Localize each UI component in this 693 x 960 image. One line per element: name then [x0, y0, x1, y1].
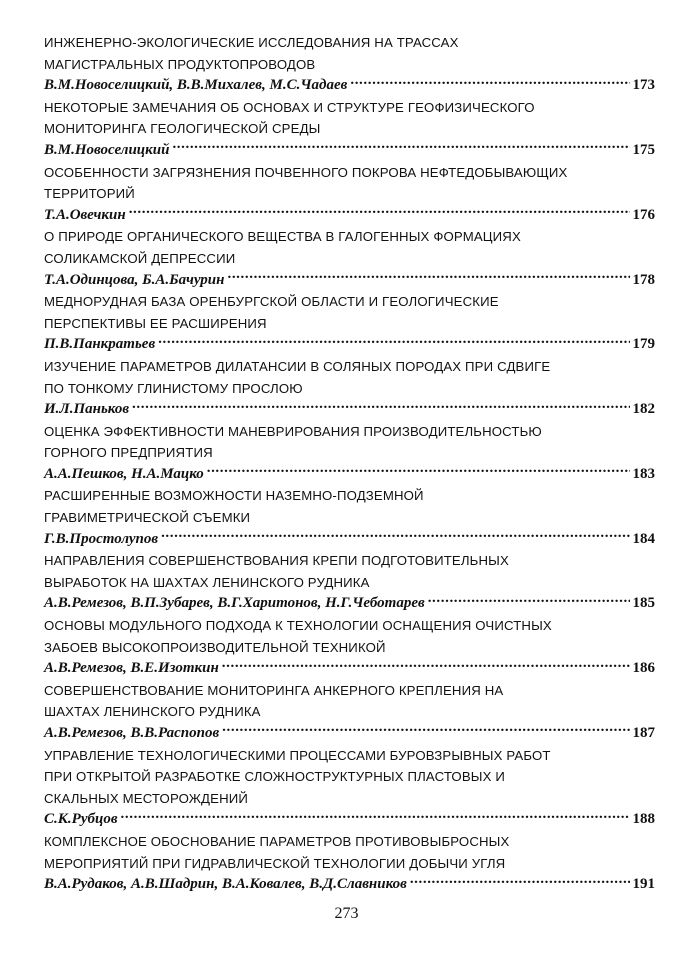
entry-page-number: 191 — [632, 876, 655, 893]
entry-page-number: 185 — [632, 595, 655, 612]
dot-leader — [172, 140, 629, 154]
toc-entry — [44, 680, 655, 745]
entry-title-line: МАГИСТРАЛЬНЫХ ПРОДУКТОПРОВОДОВ — [44, 56, 316, 72]
entry-authors: И.Л.Паньков — [44, 401, 130, 418]
entry-title-line: НЕКОТОРЫЕ ЗАМЕЧАНИЯ ОБ ОСНОВАХ И СТРУКТУРЕ ГЕОФИЗИЧЕСКОГО — [44, 99, 535, 115]
entry-title-line: ШАХТАХ ЛЕНИНСКОГО РУДНИКА — [44, 704, 261, 720]
entry-author-line — [44, 75, 655, 97]
toc-entry — [44, 32, 655, 97]
entry-title-line: ИНЖЕНЕРНО-ЭКОЛОГИЧЕСКИЕ ИССЛЕДОВАНИЯ НА ТРАССАХ — [44, 35, 459, 50]
entry-title-line: МОНИТОРИНГА ГЕОЛОГИЧЕСКОЙ СРЕДЫ — [44, 121, 321, 137]
entry-page-number: 179 — [632, 336, 655, 353]
dot-leader — [158, 334, 629, 348]
toc-entry — [44, 615, 655, 680]
dot-leader — [207, 464, 630, 478]
dot-leader — [161, 529, 629, 543]
entry-page-number: 187 — [632, 725, 655, 741]
entry-title-line: УПРАВЛЕНИЕ ТЕХНОЛОГИЧЕСКИМИ ПРОЦЕССАМИ БУРОВЗРЫВНЫХ РАБОТ — [44, 747, 551, 763]
toc-entry — [44, 550, 655, 615]
toc-entry — [44, 831, 655, 896]
toc-entry — [44, 97, 655, 162]
entry-title-line: ИЗУЧЕНИЕ ПАРАМЕТРОВ ДИЛАТАНСИИ В СОЛЯНЫХ ПОРОДАХ ПРИ СДВИГЕ — [44, 358, 551, 374]
toc-entry — [44, 162, 655, 227]
entry-title-line: ГРАВИМЕТРИЧЕСКОЙ СЪЕМКИ — [44, 510, 251, 526]
entry-title-line: ПО ТОНКОМУ ГЛИНИСТОМУ ПРОСЛОЮ — [44, 380, 303, 396]
entry-title-line: ТЕРРИТОРИЙ — [44, 186, 135, 202]
entry-author-line — [44, 874, 655, 896]
entry-authors: С.К.Рубцов — [44, 811, 118, 828]
entry-title-line: О ПРИРОДЕ ОРГАНИЧЕСКОГО ВЕЩЕСТВА В ГАЛОГЕННЫХ ФОРМАЦИЯХ — [44, 229, 521, 245]
dot-leader — [121, 809, 630, 823]
toc-entry — [44, 226, 655, 291]
entry-author-line — [44, 593, 655, 615]
entry-authors: А.В.Ремезов, В.П.Зубарев, В.Г.Харитонов, Н.Г.Чеботарев — [44, 595, 425, 612]
entry-authors: Г.В.Простолупов — [44, 530, 159, 547]
entry-author-line — [44, 529, 655, 551]
entry-title-line: ВЫРАБОТОК НА ШАХТАХ ЛЕНИНСКОГО РУДНИКА — [44, 574, 370, 590]
entry-title-line: ПЕРСПЕКТИВЫ ЕЕ РАСШИРЕНИЯ — [44, 315, 267, 331]
entry-authors: П.В.Панкратьев — [44, 336, 156, 353]
entry-title-line: СКАЛЬНЫХ МЕСТОРОЖДЕНИЙ — [44, 790, 249, 806]
entry-title-line: РАСШИРЕННЫЕ ВОЗМОЖНОСТИ НАЗЕМНО-ПОДЗЕМНОЙ — [44, 488, 424, 504]
entry-authors: А.В.Ремезов, В.Е.Изоткин — [44, 660, 219, 677]
entry-title-line: ОСНОВЫ МОДУЛЬНОГО ПОДХОДА К ТЕХНОЛОГИИ ОСНАЩЕНИЯ ОЧИСТНЫХ — [44, 618, 552, 634]
entry-author-line — [44, 334, 655, 356]
entry-page-number: 183 — [632, 465, 655, 482]
toc-entry — [44, 485, 655, 550]
toc-entry — [44, 356, 655, 421]
entry-author-line — [44, 205, 655, 227]
entry-page-number: 175 — [632, 141, 655, 158]
dot-leader — [410, 874, 630, 888]
entry-authors: Т.А.Овечкин — [44, 206, 126, 223]
entry-title-line: ПРИ ОТКРЫТОЙ РАЗРАБОТКЕ СЛОЖНОСТРУКТУРНЫХ ПЛАСТОВЫХ И — [44, 769, 506, 785]
entry-authors: А.А.Пешков, Н.А.Мацко — [44, 465, 204, 482]
entry-title-line: ОСОБЕННОСТИ ЗАГРЯЗНЕНИЯ ПОЧВЕННОГО ПОКРОВА НЕФТЕДОБЫВАЮЩИХ — [44, 164, 568, 180]
dot-leader — [132, 399, 629, 413]
entry-title-line: ОЦЕНКА ЭФФЕКТИВНОСТИ МАНЕВРИРОВАНИЯ ПРОИЗВОДИТЕЛЬНОСТЬЮ — [44, 423, 542, 439]
entry-author-line — [44, 399, 655, 421]
toc-entry — [44, 745, 655, 831]
toc-entry — [44, 291, 655, 356]
entry-author-line — [44, 270, 655, 292]
entry-title-line: КОМПЛЕКСНОЕ ОБОСНОВАНИЕ ПАРАМЕТРОВ ПРОТИВОВЫБРОСНЫХ — [44, 833, 510, 849]
dot-leader — [222, 723, 629, 737]
entry-authors: А.В.Ремезов, В.В.Распопов — [44, 725, 220, 741]
entry-page-number: 186 — [632, 660, 655, 677]
dot-leader — [129, 205, 630, 219]
entry-authors: Т.А.Одинцова, Б.А.Бачурин — [44, 271, 225, 288]
entry-page-number: 182 — [632, 401, 655, 418]
entry-authors: В.М.Новоселицкий — [44, 141, 170, 158]
entry-page-number: 188 — [632, 811, 655, 828]
entry-title-line: МЕДНОРУДНАЯ БАЗА ОРЕНБУРГСКОЙ ОБЛАСТИ И ГЕОЛОГИЧЕСКИЕ — [44, 294, 499, 310]
entry-author-line — [44, 809, 655, 831]
entry-title-line: ЗАБОЕВ ВЫСОКОПРОИЗВОДИТЕЛЬНОЙ ТЕХНИКОЙ — [44, 639, 386, 655]
entry-title-line: СОВЕРШЕНСТВОВАНИЕ МОНИТОРИНГА АНКЕРНОГО КРЕПЛЕНИЯ НА — [44, 682, 504, 698]
entry-page-number: 178 — [632, 271, 655, 288]
table-of-contents — [44, 32, 655, 896]
entry-page-number: 184 — [632, 530, 655, 547]
toc-entries — [44, 32, 655, 896]
entry-authors: В.А.Рудаков, А.В.Шадрин, В.А.Ковалев, В.Д.Славников — [44, 876, 407, 893]
entry-title-line: МЕРОПРИЯТИЙ ПРИ ГИДРАВЛИЧЕСКОЙ ТЕХНОЛОГИИ ДОБЫЧИ УГЛЯ — [44, 855, 506, 871]
dot-leader — [227, 270, 629, 284]
dot-leader — [222, 658, 630, 672]
entry-authors: В.М.Новоселицкий, В.В.Михалев, М.С.Чадаев — [44, 77, 348, 94]
entry-title-line: НАПРАВЛЕНИЯ СОВЕРШЕНСТВОВАНИЯ КРЕПИ ПОДГОТОВИТЕЛЬНЫХ — [44, 553, 509, 569]
page-number: 273 — [334, 905, 359, 922]
entry-title-line: ГОРНОГО ПРЕДПРИЯТИЯ — [44, 445, 213, 461]
entry-author-line — [44, 658, 655, 680]
entry-author-line — [44, 140, 655, 162]
entry-author-line — [44, 723, 655, 745]
dot-leader — [428, 593, 630, 607]
toc-entry — [44, 421, 655, 486]
entry-author-line — [44, 464, 655, 486]
entry-title-line: СОЛИКАМСКОЙ ДЕПРЕССИИ — [44, 250, 236, 266]
entry-page-number: 176 — [632, 206, 655, 223]
dot-leader — [350, 75, 629, 89]
entry-page-number: 173 — [632, 77, 655, 94]
